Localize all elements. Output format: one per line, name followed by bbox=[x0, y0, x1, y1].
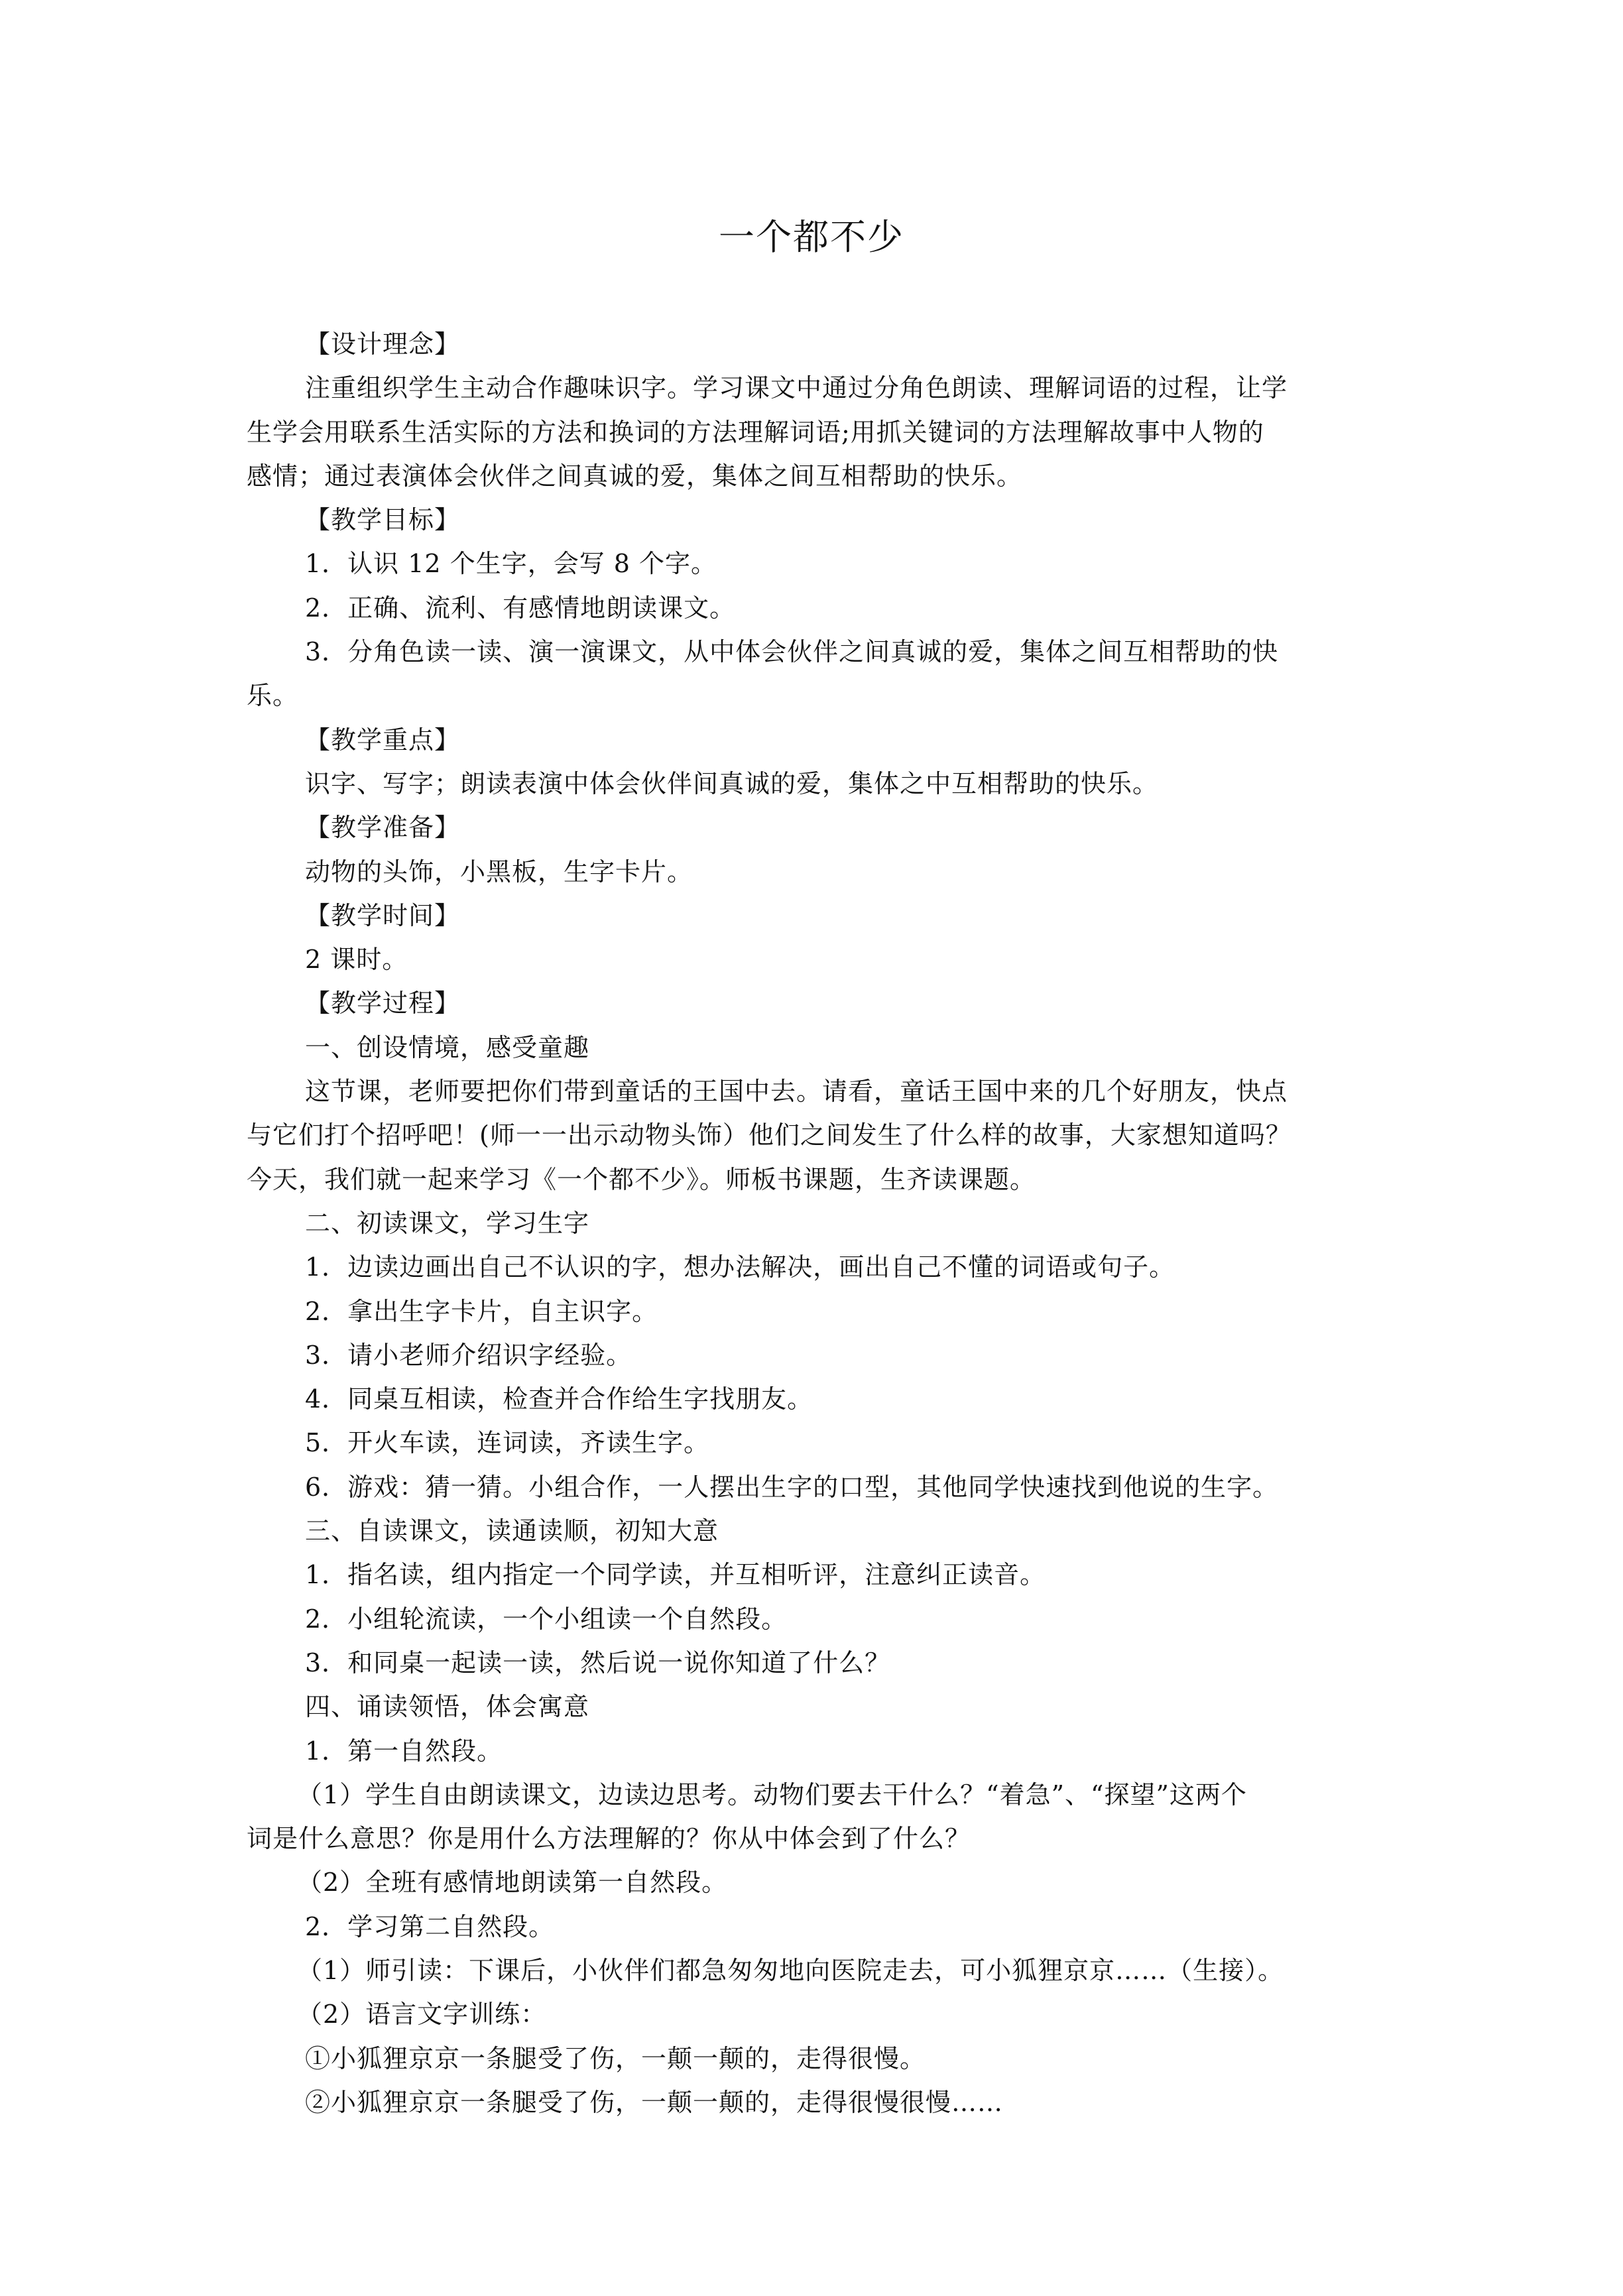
text-line: 乐。 bbox=[247, 681, 299, 711]
text-line: 【设计理念】 bbox=[305, 330, 461, 359]
text-line: 【教学准备】 bbox=[305, 813, 461, 843]
text-line: 1．指名读，组内指定一个同学读，并互相听评，注意纠正读音。 bbox=[305, 1560, 1046, 1590]
text-line: 【教学时间】 bbox=[305, 900, 461, 930]
text-line: （2）全班有感情地朗读第一自然段。 bbox=[297, 1868, 728, 1898]
text-line: 4．同桌互相读，检查并合作给生字找朋友。 bbox=[305, 1384, 813, 1414]
text-line: 3．请小老师介绍识字经验。 bbox=[305, 1340, 632, 1370]
document-body bbox=[247, 322, 1398, 2124]
text-line: 四、诵读领悟，体会寓意 bbox=[305, 1692, 590, 1722]
text-line: 3．分角色读一读、演一演课文，从中体会伙伴之间真诚的爱，集体之间互相帮助的快 bbox=[305, 637, 1279, 667]
text-line: 1．边读边画出自己不认识的字，想办法解决，画出自己不懂的词语或句子。 bbox=[305, 1252, 1175, 1282]
text-line: 今天，我们就一起来学习《一个都不少》。师板书课题，生齐读课题。 bbox=[247, 1164, 1036, 1194]
text-line: 1．第一自然段。 bbox=[305, 1736, 503, 1766]
text-line: 词是什么意思？你是用什么方法理解的？你从中体会到了什么？ bbox=[247, 1824, 971, 1854]
text-line: 这节课，老师要把你们带到童话的王国中去。请看，童话王国中来的几个好朋友，快点 bbox=[305, 1077, 1288, 1107]
text-line: 识字、写字；朗读表演中体会伙伴间真诚的爱，集体之中互相帮助的快乐。 bbox=[305, 768, 1159, 798]
text-line: 感情；通过表演体会伙伴之间真诚的爱，集体之间互相帮助的快乐。 bbox=[247, 461, 1023, 491]
text-line: 5．开火车读，连词读，齐读生字。 bbox=[305, 1428, 710, 1458]
text-line: 2．正确、流利、有感情地朗读课文。 bbox=[305, 593, 736, 623]
text-line: 【教学重点】 bbox=[305, 725, 461, 755]
text-line: 一、创设情境，感受童趣 bbox=[305, 1032, 590, 1062]
text-line: 2 课时。 bbox=[305, 945, 408, 975]
text-line: 【教学目标】 bbox=[305, 505, 461, 535]
text-line: 与它们打个招呼吧！(师一一出示动物头饰）他们之间发生了什么样的故事，大家想知道吗？ bbox=[247, 1120, 1292, 1150]
text-line: ②小狐狸京京一条腿受了伤，一颠一颠的，走得很慢很慢…… bbox=[305, 2087, 1004, 2117]
text-line: 三、自读课文，读通读顺，初知大意 bbox=[305, 1516, 719, 1546]
text-line: 注重组织学生主动合作趣味识字。学习课文中通过分角色朗读、理解词语的过程，让学 bbox=[305, 373, 1288, 403]
text-line: 生学会用联系生活实际的方法和换词的方法理解词语;用抓关键词的方法理解故事中人物的 bbox=[247, 417, 1264, 447]
text-line: 6．游戏：猜一猜。小组合作，一人摆出生字的口型，其他同学快速找到他说的生字。 bbox=[305, 1472, 1279, 1502]
text-line: 二、初读课文，学习生字 bbox=[305, 1208, 590, 1238]
text-line: （1）学生自由朗读课文，边读边思考。动物们要去干什么？“着急”、“探望”这两个 bbox=[297, 1780, 1247, 1809]
text-line: 2．小组轮流读，一个小组读一个自然段。 bbox=[305, 1604, 788, 1634]
text-line: （1）师引读：下课后，小伙伴们都急匆匆地向医院走去，可小狐狸京京……（生接）。 bbox=[297, 1955, 1284, 1985]
text-line: 3．和同桌一起读一读，然后说一说你知道了什么？ bbox=[305, 1648, 891, 1677]
text-line: 2．学习第二自然段。 bbox=[305, 1911, 555, 1941]
text-line: 1．认识 12 个生字，会写 8 个字。 bbox=[305, 549, 717, 579]
text-line: （2）语言文字训练： bbox=[297, 2000, 547, 2029]
text-line: 动物的头饰，小黑板，生字卡片。 bbox=[305, 857, 693, 886]
text-line: ①小狐狸京京一条腿受了伤，一颠一颠的，走得很慢。 bbox=[305, 2043, 926, 2073]
text-line: 【教学过程】 bbox=[305, 989, 461, 1018]
document-title: 一个都不少 bbox=[719, 216, 904, 258]
text-line: 2．拿出生字卡片，自主识字。 bbox=[305, 1296, 658, 1326]
